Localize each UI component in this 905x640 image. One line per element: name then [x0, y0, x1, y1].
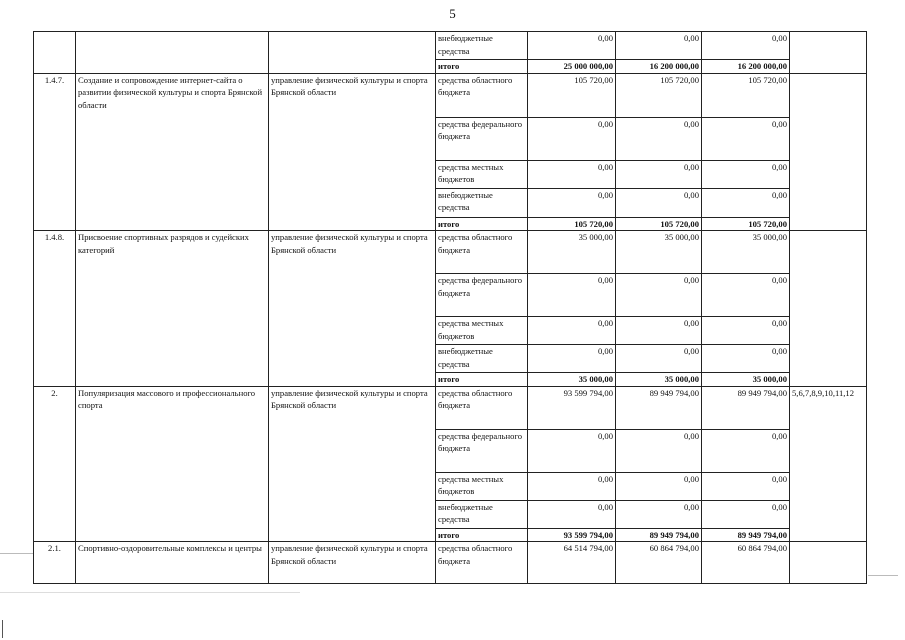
cell-value: 0,00	[702, 472, 790, 500]
source-label: внебюджетные средства	[436, 188, 528, 217]
source-label: итого	[436, 60, 528, 74]
cell-value: 35 000,00	[616, 231, 702, 274]
scan-artifact-line	[0, 553, 33, 554]
cell-value: 35 000,00	[528, 373, 616, 387]
cell-value: 0,00	[528, 274, 616, 317]
cell-value: 89 949 794,00	[702, 528, 790, 542]
cell-value: 105 720,00	[702, 73, 790, 117]
source-label: средства местных бюджетов	[436, 317, 528, 345]
cell-value: 105 720,00	[702, 217, 790, 231]
cell-value: 0,00	[528, 429, 616, 472]
cell-value: 89 949 794,00	[616, 386, 702, 429]
cell-value: 0,00	[616, 472, 702, 500]
cell-value: 0,00	[528, 117, 616, 160]
item-name: Спортивно-оздоровительные комплексы и центры	[76, 542, 269, 584]
cell-value: 105 720,00	[616, 73, 702, 117]
item-name: Создание и сопровождение интернет-сайта о развитии физической культуры и спорта Брянской области	[76, 73, 269, 231]
source-label: итого	[436, 528, 528, 542]
cell-value: 93 599 794,00	[528, 528, 616, 542]
page-number: 5	[449, 6, 456, 21]
cell-value: 60 864 794,00	[702, 542, 790, 584]
cell-value: 0,00	[702, 274, 790, 317]
cell-value: 0,00	[702, 160, 790, 188]
source-label: средства федерального бюджета	[436, 429, 528, 472]
cell-value: 0,00	[528, 317, 616, 345]
item-number: 1.4.8.	[34, 231, 76, 387]
item-executor: управление физической культуры и спорта Брянской области	[269, 73, 436, 231]
cell-value: 35 000,00	[702, 231, 790, 274]
source-label: внебюджетные средства	[436, 500, 528, 528]
cell-value: 0,00	[616, 345, 702, 373]
cell-value: 0,00	[616, 117, 702, 160]
cell-value: 35 000,00	[702, 373, 790, 387]
cell-value: 35 000,00	[528, 231, 616, 274]
cell-value: 0,00	[616, 317, 702, 345]
cell-value: 0,00	[528, 32, 616, 60]
cell-value: 0,00	[528, 188, 616, 217]
cell-value: 0,00	[528, 345, 616, 373]
item-executor: управление физической культуры и спорта Брянской области	[269, 386, 436, 542]
cell-value: 25 000 000,00	[528, 60, 616, 74]
table-row	[34, 231, 867, 274]
table-row	[34, 73, 867, 117]
table-row	[34, 386, 867, 429]
source-label: средства местных бюджетов	[436, 472, 528, 500]
cell-value: 105 720,00	[616, 217, 702, 231]
item-executor: управление физической культуры и спорта Брянской области	[269, 231, 436, 387]
item-name: Присвоение спортивных разрядов и судейских категорий	[76, 231, 269, 387]
cell-value: 0,00	[702, 500, 790, 528]
table-row	[34, 32, 867, 60]
cell-value: 0,00	[702, 32, 790, 60]
cell-value: 0,00	[616, 500, 702, 528]
scan-artifact-line	[0, 592, 300, 593]
cell-value: 89 949 794,00	[616, 528, 702, 542]
cell-value: 0,00	[702, 345, 790, 373]
cell-value: 0,00	[528, 500, 616, 528]
cell-value: 0,00	[616, 429, 702, 472]
source-label: средства местных бюджетов	[436, 160, 528, 188]
item-executor: управление физической культуры и спорта Брянской области	[269, 542, 436, 584]
source-label: средства областного бюджета	[436, 386, 528, 429]
indicator-refs: 5,6,7,8,9,10,11,12	[790, 386, 867, 542]
cell-value: 0,00	[616, 32, 702, 60]
cell-value: 0,00	[528, 472, 616, 500]
source-label: итого	[436, 217, 528, 231]
source-label: внебюджетные средства	[436, 32, 528, 60]
cell-value: 0,00	[702, 188, 790, 217]
item-number: 2.	[34, 386, 76, 542]
budget-table	[33, 31, 867, 584]
source-label: средства федерального бюджета	[436, 117, 528, 160]
cell-value: 0,00	[616, 274, 702, 317]
source-label: внебюджетные средства	[436, 345, 528, 373]
cell-value: 35 000,00	[616, 373, 702, 387]
item-number: 2.1.	[34, 542, 76, 584]
source-label: средства областного бюджета	[436, 73, 528, 117]
item-name: Популяризация массового и профессионального спорта	[76, 386, 269, 542]
cell-value: 93 599 794,00	[528, 386, 616, 429]
source-label: средства областного бюджета	[436, 542, 528, 584]
cell-value: 0,00	[616, 160, 702, 188]
cell-value: 64 514 794,00	[528, 542, 616, 584]
table-row	[34, 542, 867, 584]
cell-value: 0,00	[616, 188, 702, 217]
source-label: итого	[436, 373, 528, 387]
cell-value: 0,00	[702, 429, 790, 472]
cell-value: 0,00	[702, 117, 790, 160]
source-label: средства областного бюджета	[436, 231, 528, 274]
item-number: 1.4.7.	[34, 73, 76, 231]
scan-artifact-tick	[2, 620, 3, 638]
cell-value: 0,00	[702, 317, 790, 345]
cell-value: 105 720,00	[528, 73, 616, 117]
cell-value: 16 200 000,00	[702, 60, 790, 74]
cell-value: 105 720,00	[528, 217, 616, 231]
cell-value: 0,00	[528, 160, 616, 188]
cell-value: 89 949 794,00	[702, 386, 790, 429]
source-label: средства федерального бюджета	[436, 274, 528, 317]
cell-value: 16 200 000,00	[616, 60, 702, 74]
cell-value: 60 864 794,00	[616, 542, 702, 584]
scan-artifact-line	[868, 575, 898, 576]
